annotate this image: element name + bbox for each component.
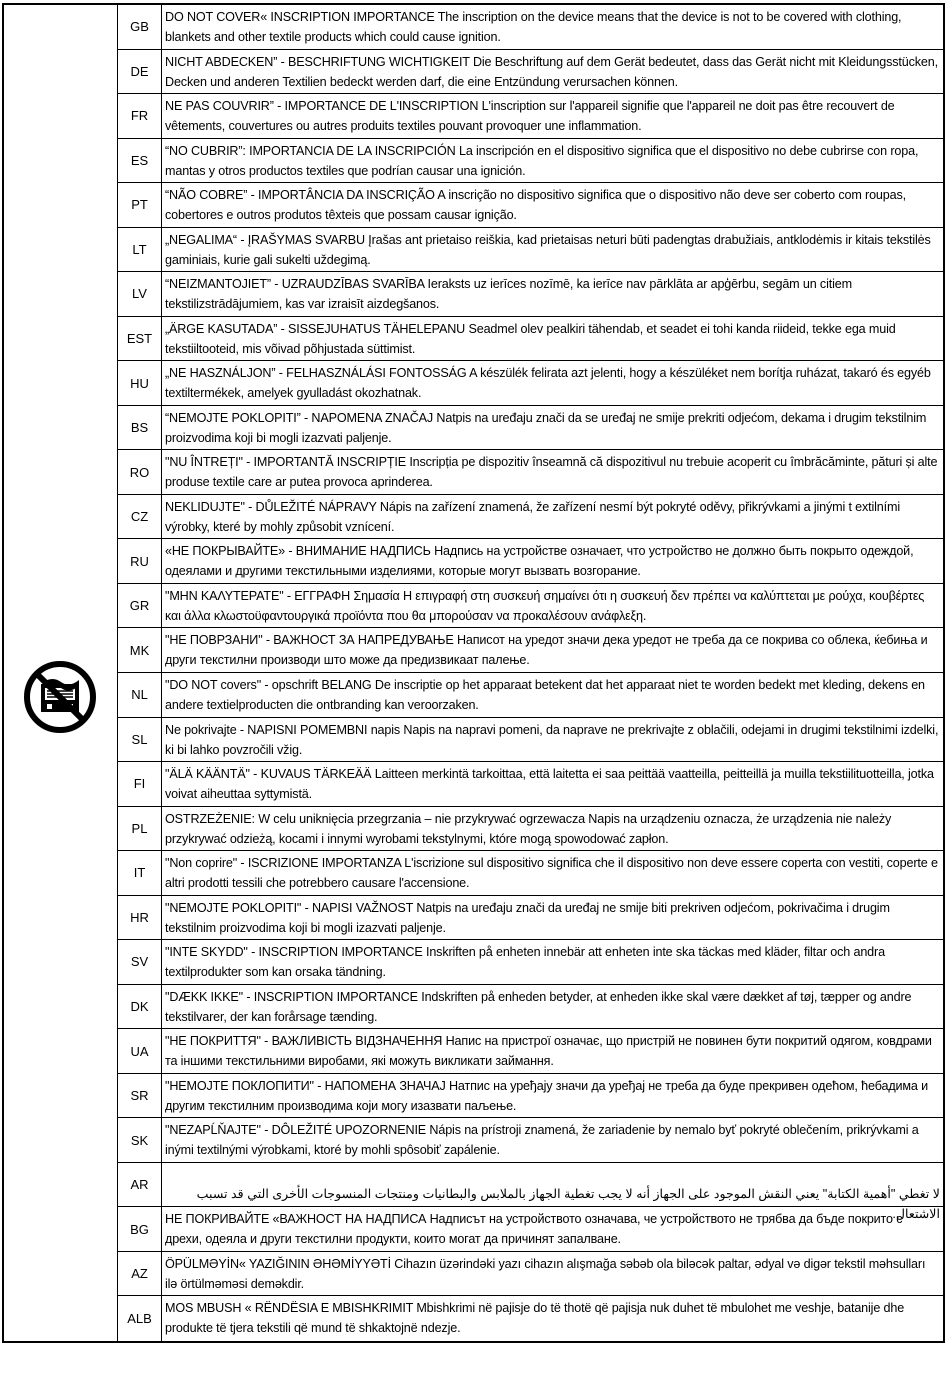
warning-text: "NU ÎNTREȚI" - IMPORTANTĂ INSCRIPȚIE Inscripția pe dispozitiv înseamnă că dispozitivul nu trebuie acoperit cu îmbrăcăminte, pături și alte produse textile care ar putea provoca aprinderea. bbox=[165, 455, 938, 490]
warning-text: «НЕ ПОКРЫВАЙТЕ» - ВНИМАНИЕ НАДПИСЬ Надпись на устройстве означает, что устройство не должно быть покрыто одеждой, одеялами и другими текстильными изделиями, которые могут вызвать возгорание. bbox=[165, 544, 914, 579]
language-code: SL bbox=[118, 718, 162, 762]
language-row-cz bbox=[118, 495, 943, 540]
language-code: GB bbox=[118, 5, 162, 49]
warning-text: لا تغطي "أهمية الكتابة" يعني النقش الموجود على الجهاز أنه لا يجب تغطية الجهاز بالملابس والبطانيات ومنتجات المنسوجات الأخرى التي قد تسبب الاشتعال. bbox=[196, 1186, 940, 1221]
language-row-it bbox=[118, 851, 943, 896]
warning-text: "DO NOT covers" - opschrift BELANG De inscriptie op het apparaat betekent dat het apparaat niet te worden bedekt met kleding, dekens en andere textielproducten die ontbranding kan veroorzaken. bbox=[165, 678, 925, 712]
warning-text: "NEZAPĹŇAJTE" - DÔLEŽITÉ UPOZORNENIE Nápis na prístroji znamená, že zariadenie by nemalo byť pokryté oblečením, prikrývkami a inými textilnými výrobkami, ktoré by mohli spôsobiť zapálenie. bbox=[165, 1123, 919, 1158]
language-table bbox=[118, 5, 943, 1341]
language-row-gr bbox=[118, 584, 943, 629]
language-code: SV bbox=[118, 940, 162, 984]
language-code: ES bbox=[118, 139, 162, 183]
language-row-de bbox=[118, 50, 943, 95]
language-row-est bbox=[118, 317, 943, 362]
language-row-fr bbox=[118, 94, 943, 139]
language-code: UA bbox=[118, 1029, 162, 1073]
warning-text: MOS MBUSH « RËNDËSIA E MBISHKRIMIT Mbishkrimi në pajisje do të thotë që pajisja nuk duhet të mbulohet me veshje, batanije dhe produkte të tjera tekstili që mund të shkaktojnë ndezje. bbox=[165, 1301, 905, 1336]
language-code: NL bbox=[118, 673, 162, 717]
language-row-sr bbox=[118, 1074, 943, 1119]
language-row-bs bbox=[118, 406, 943, 451]
language-row-sk bbox=[118, 1118, 943, 1163]
language-code: BG bbox=[118, 1207, 162, 1251]
warning-text: "NEMOJTE POKLOPITI" - NAPISI VAŽNOST Natpis na uređaju znači da uređaj ne smije biti prekriven odjećom, pokrivačima i drugim tekstilnim proizvodima koji bi mogli izazvati paljenje. bbox=[165, 900, 890, 935]
warning-text: ÖPÜLMƏYİN« YAZIĞININ ƏHƏMİYYƏTİ Cihazın üzərindəki yazı cihazın alışmağa səbəb ola biləcək paltar, ədyal və digər tekstil məhsulları ilə örtülməməsi deməkdir. bbox=[165, 1256, 926, 1291]
language-code: FR bbox=[118, 94, 162, 138]
language-row-fi bbox=[118, 762, 943, 807]
language-row-dk bbox=[118, 985, 943, 1030]
warning-text: "НЕ ПОКРИТТЯ" - ВАЖЛИВІСТЬ ВІДЗНАЧЕННЯ Напис на пристрої означає, що пристрій не повинен бути покритий одягом, ковдрами та іншими текстильними виробами, які можуть викликати займання. bbox=[165, 1034, 932, 1069]
language-row-pt bbox=[118, 183, 943, 228]
language-code: LT bbox=[118, 228, 162, 272]
language-row-ro bbox=[118, 450, 943, 495]
language-row-lt bbox=[118, 228, 943, 273]
language-code: CZ bbox=[118, 495, 162, 539]
warning-text: "НЕМОЈТЕ ПОКЛОПИТИ" - НАПОМЕНА ЗНАЧАЈ Натпис на уређају значи да уређај не треба да буде прекривен одећом, ћебадима и другим текстилним производима који могу изазвати паљење. bbox=[165, 1078, 929, 1113]
language-row-pl bbox=[118, 807, 943, 852]
warning-text: “NEIZMANTOJIET” - UZRAUDZĪBAS SVARĪBA Ieraksts uz ierīces nozīmē, ka ierīce nav pārklāta ar apģērbu, segām un citiem tekstilizstrādājumiem, kas var izraisīt aizdegšanos. bbox=[165, 277, 852, 312]
language-code: HU bbox=[118, 361, 162, 405]
language-row-sv bbox=[118, 940, 943, 985]
language-row-nl bbox=[118, 673, 943, 718]
warning-text: "ΜΗΝ ΚΑΛΥΤΕΡΑΤΕ" - ΕΓΓΡΑΦΗ Σημασία Η επιγραφή στη συσκευή σημαίνει ότι η συσκευή δεν πρέπει να καλύπτεται με ρούχα, κουβέρτες και άλλα κλωστοϋφαντουργικά προϊόντα που θα μπορούσαν να προκαλέσουν ανάφλεξη. bbox=[165, 588, 925, 623]
language-code: HR bbox=[118, 896, 162, 940]
language-row-mk bbox=[118, 628, 943, 673]
warning-text: NICHT ABDECKEN” - BESCHRIFTUNG WICHTIGKEIT Die Beschriftung auf dem Gerät bedeutet, dass das Gerät nicht mit Kleidungsstücken, Decken und anderen Textilien bedeckt werden darf, die eine Entzündung verursachen können. bbox=[165, 54, 938, 89]
language-code: DE bbox=[118, 50, 162, 94]
warning-text: „NE HASZNÁLJON” - FELHASZNÁLÁSI FONTOSSÁG A készülék felirata azt jelenti, hogy a készüléket nem borítja ruházat, takaró és egyéb textiltermékek, amelyek gyulladást okozhatnak. bbox=[165, 366, 931, 401]
language-code: LV bbox=[118, 272, 162, 316]
language-code: GR bbox=[118, 584, 162, 628]
language-row-bg bbox=[118, 1207, 943, 1252]
language-row-lv bbox=[118, 272, 943, 317]
language-row-az bbox=[118, 1252, 943, 1297]
warning-text: "ÄLÄ KÄÄNTÄ" - KUVAUS TÄRKEÄÄ Laitteen merkintä tarkoittaa, että laitetta ei saa peittää vaatteilla, peitteillä ja muilla tekstiilituotteilla, jotka voivat aiheuttaa syttymistä. bbox=[165, 767, 934, 802]
warning-text: “NO CUBRIR”: IMPORTANCIA DE LA INSCRIPCIÓN La inscripción en el dispositivo significa que el dispositivo no debe cubrirse con ropa, mantas y otros productos textiles que podrían causar una ignición. bbox=[165, 143, 919, 178]
language-row-hu bbox=[118, 361, 943, 406]
language-code: FI bbox=[118, 762, 162, 806]
warning-text: "НЕ ПОВРЗАНИ" - ВАЖНОСТ ЗА НАПРЕДУВАЊЕ Написот на уредот значи дека уредот не треба да се покрива со облека, ќебиња и други текстилни производи што може да предизвикаат палење. bbox=[165, 633, 928, 668]
language-code: SK bbox=[118, 1118, 162, 1162]
language-row-es bbox=[118, 139, 943, 184]
no-covering-prohibition-icon bbox=[23, 660, 97, 734]
warning-text: DO NOT COVER« INSCRIPTION IMPORTANCE The inscription on the device means that the device is not to be covered with clothing, blankets and other textile products which could cause ignition. bbox=[165, 10, 902, 44]
language-code: BS bbox=[118, 406, 162, 450]
language-row-sl bbox=[118, 718, 943, 763]
language-code: MK bbox=[118, 628, 162, 672]
language-code: PT bbox=[118, 183, 162, 227]
icon-column bbox=[4, 5, 118, 1341]
language-code: ALB bbox=[118, 1296, 162, 1341]
language-code: AZ bbox=[118, 1252, 162, 1296]
language-code: DK bbox=[118, 985, 162, 1029]
warning-text: Ne pokrivajte - NAPISNI POMEMBNI napis Napis na napravi pomeni, da naprave ne prekrivajte z oblačili, odejami in drugimi tekstilnimi izdelki, ki bi lahko povzročili vžig. bbox=[165, 722, 939, 757]
language-row-ru bbox=[118, 539, 943, 584]
language-row-alb bbox=[118, 1296, 943, 1341]
warning-text: НЕ ПОКРИВАЙТЕ «ВАЖНОСТ НА НАДПИСА Надписът на устройството означава, че устройството не трябва да бъде покрито с дрехи, одеяла и други текстилни продукти, които могат да причинят запалване. bbox=[165, 1212, 903, 1247]
warning-text: „NEGALIMA“ - ĮRAŠYMAS SVARBU Įrašas ant prietaiso reiškia, kad prietaisas neturi būti padengtas drabužiais, antklodėmis ir kitais tekstilės gaminiais, kurie gali sukelti uždegimą. bbox=[165, 232, 931, 267]
warning-text: NEKLIDUJTE" - DŮLEŽITÉ NÁPRAVY Nápis na zařízení znamená, že zařízení nesmí být pokryté oděvy, přikrývkami a jinými t extilními výrobky, které by mohly způsobit vznícení. bbox=[165, 499, 900, 534]
warning-text: OSTRZEŻENIE: W celu uniknięcia przegrzania – nie przykrywać ogrzewacza Napis na urządzeniu oznacza, że urządzenia nie należy przykrywać odzieżą, kocami i innymi wyrobami tekstylnymi, które mogą spowodować zapłon. bbox=[165, 811, 892, 846]
warning-text: "Non coprire" - ISCRIZIONE IMPORTANZA L'iscrizione sul dispositivo significa che il dispositivo non deve essere coperta con vestiti, coperte e altri prodotti tessili che potrebbero causare l'accensione. bbox=[165, 856, 938, 891]
language-code: AR bbox=[118, 1163, 162, 1207]
warning-text: "DÆKK IKKE" - INSCRIPTION IMPORTANCE Indskriften på enheden betyder, at enheden ikke skal være dækket af tøj, tæpper og andre tekstilvarer, der kan forårsage tænding. bbox=[165, 989, 912, 1024]
language-row-hr bbox=[118, 896, 943, 941]
language-code: RO bbox=[118, 450, 162, 494]
language-code: PL bbox=[118, 807, 162, 851]
warning-text: “NÃO COBRE” - IMPORTÂNCIA DA INSCRIÇÃO A inscrição no dispositivo significa que o dispositivo não deve ser coberto com roupas, cobertores e outros produtos têxteis que possam causar ignição. bbox=[165, 188, 906, 223]
warning-sheet bbox=[2, 3, 945, 1343]
language-row-ua bbox=[118, 1029, 943, 1074]
warning-text: “NEMOJTE POKLOPITI” - NAPOMENA ZNAČAJ Natpis na uređaju znači da se uređaj ne smije prekriti odjećom, dekama i drugim tekstilnim proizvodima koji bi mogli izazvati paljenje. bbox=[165, 410, 927, 445]
language-code: EST bbox=[118, 317, 162, 361]
warning-text: „ÄRGE KASUTADA” - SISSEJUHATUS TÄHELEPANU Seadmel olev pealkiri tähendab, et seadet ei tohi kanda riideid, tekke ega muid tekstiiltooteid, mis võivad põhjustada süttimist. bbox=[165, 321, 896, 356]
language-row-ar bbox=[118, 1163, 943, 1221]
language-row-gb bbox=[118, 5, 943, 50]
language-code: RU bbox=[118, 539, 162, 583]
warning-text: NE PAS COUVRIR” - IMPORTANCE DE L'INSCRIPTION L'inscription sur l'appareil signifie que l'appareil ne doit pas être recouvert de vêtements, couvertures ou autres produits textiles pouvant provoquer une inflammation. bbox=[165, 99, 895, 134]
language-code: IT bbox=[118, 851, 162, 895]
language-code: SR bbox=[118, 1074, 162, 1118]
warning-text: "INTE SKYDD" - INSCRIPTION IMPORTANCE Inskriften på enheten innebär att enheten inte ska täckas med kläder, filtar och andra textilprodukter som kan orsaka tändning. bbox=[165, 945, 885, 980]
